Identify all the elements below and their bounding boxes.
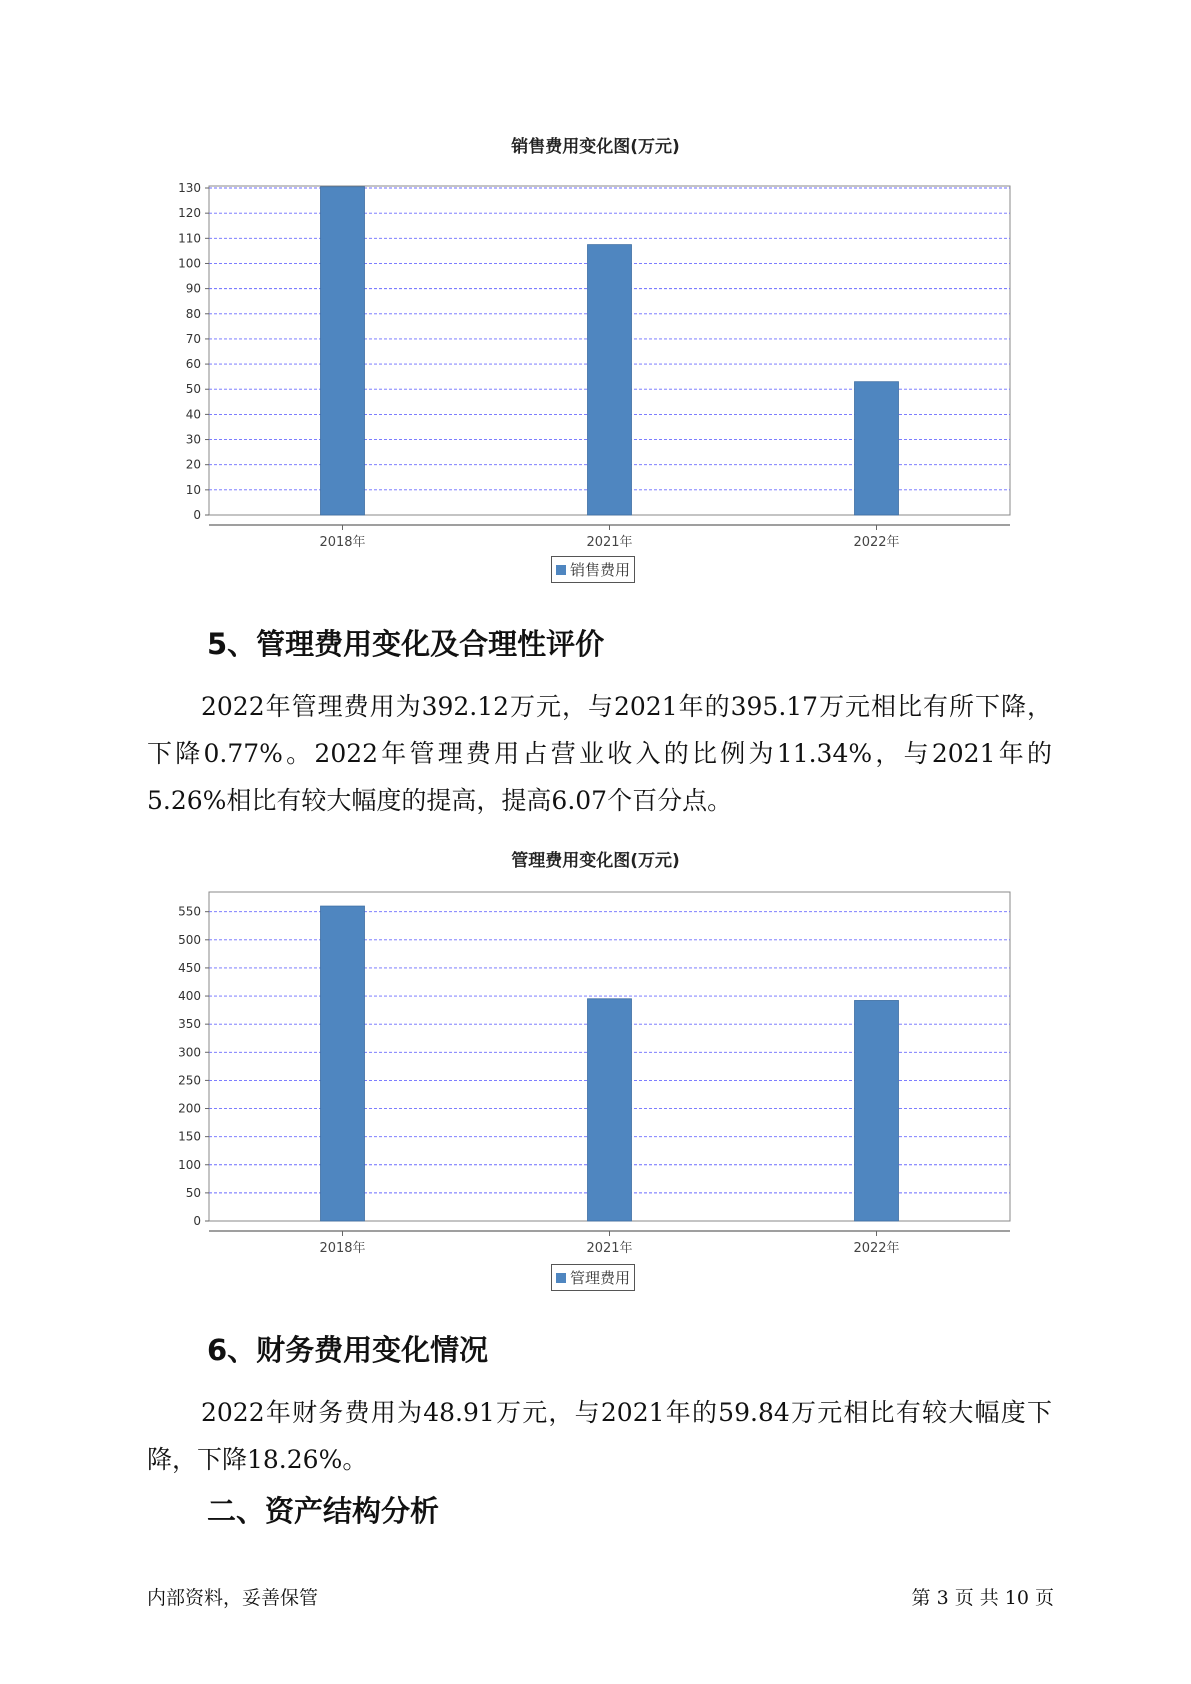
chart-legend xyxy=(551,1264,635,1291)
bar xyxy=(588,999,632,1221)
y-tick-label: 130 xyxy=(178,181,201,196)
y-tick-label: 300 xyxy=(178,1045,201,1060)
y-tick-label: 250 xyxy=(178,1073,201,1088)
chart-title: 销售费用变化图(万元) xyxy=(511,137,680,157)
y-tick-label: 200 xyxy=(178,1101,201,1116)
y-tick-label: 20 xyxy=(185,457,201,472)
footer-page-number: 第 3 页 共 10 页 xyxy=(911,1587,1054,1609)
y-tick-label: 60 xyxy=(185,357,201,372)
footer-confidential-note: 内部资料，妥善保管 xyxy=(147,1587,319,1609)
section-heading-asset-structure: 二、资产结构分析 xyxy=(207,1494,440,1528)
finance-expense-paragraph: 2022年财务费用为48.91万元，与2021年的59.84万元相比有较大幅度下降，下降18.26%。 xyxy=(147,1398,1052,1474)
y-tick-label: 30 xyxy=(185,432,201,447)
y-tick-label: 100 xyxy=(178,256,201,271)
chart-title: 管理费用变化图(万元) xyxy=(511,851,680,871)
y-tick-label: 80 xyxy=(185,306,201,321)
y-tick-label: 0 xyxy=(193,508,201,522)
y-tick-label: 150 xyxy=(178,1129,201,1144)
legend-label: 管理费用 xyxy=(570,1269,631,1287)
y-tick-label: 0 xyxy=(193,1214,201,1228)
admin-expense-paragraph: 2022年管理费用为392.12万元，与2021年的395.17万元相比有所下降，下降0.77%。2022年管理费用占营业收入的比例为11.34%，与2021年的5.26%相比有较大幅度的提高，提高6.07个百分点。 xyxy=(147,692,1052,815)
y-tick-label: 70 xyxy=(185,331,201,346)
bar xyxy=(321,906,365,1221)
section-heading-admin-expense: 5、管理费用变化及合理性评价 xyxy=(207,627,605,661)
y-tick-label: 450 xyxy=(178,960,201,975)
y-tick-label: 90 xyxy=(185,281,201,296)
y-tick-label: 350 xyxy=(178,1017,201,1032)
y-tick-label: 10 xyxy=(185,482,201,497)
x-tick-label: 2018年 xyxy=(319,535,366,550)
x-tick-label: 2021年 xyxy=(586,1241,633,1256)
legend-swatch xyxy=(556,1273,566,1283)
y-tick-label: 550 xyxy=(178,904,201,919)
x-tick-label: 2018年 xyxy=(319,1241,366,1256)
y-tick-label: 40 xyxy=(185,407,201,422)
y-tick-label: 100 xyxy=(178,1157,201,1172)
x-tick-label: 2022年 xyxy=(853,1241,900,1256)
bar xyxy=(855,1000,899,1221)
y-tick-label: 110 xyxy=(178,231,201,246)
y-tick-label: 500 xyxy=(178,932,201,947)
y-tick-label: 50 xyxy=(185,1185,201,1200)
x-tick-label: 2021年 xyxy=(586,535,633,550)
y-tick-label: 120 xyxy=(178,206,201,221)
legend-label: 销售费用 xyxy=(570,561,631,579)
section-heading-finance-expense: 6、财务费用变化情况 xyxy=(207,1333,489,1367)
x-tick-label: 2022年 xyxy=(853,535,900,550)
y-tick-label: 400 xyxy=(178,989,201,1004)
y-tick-label: 50 xyxy=(185,382,201,397)
